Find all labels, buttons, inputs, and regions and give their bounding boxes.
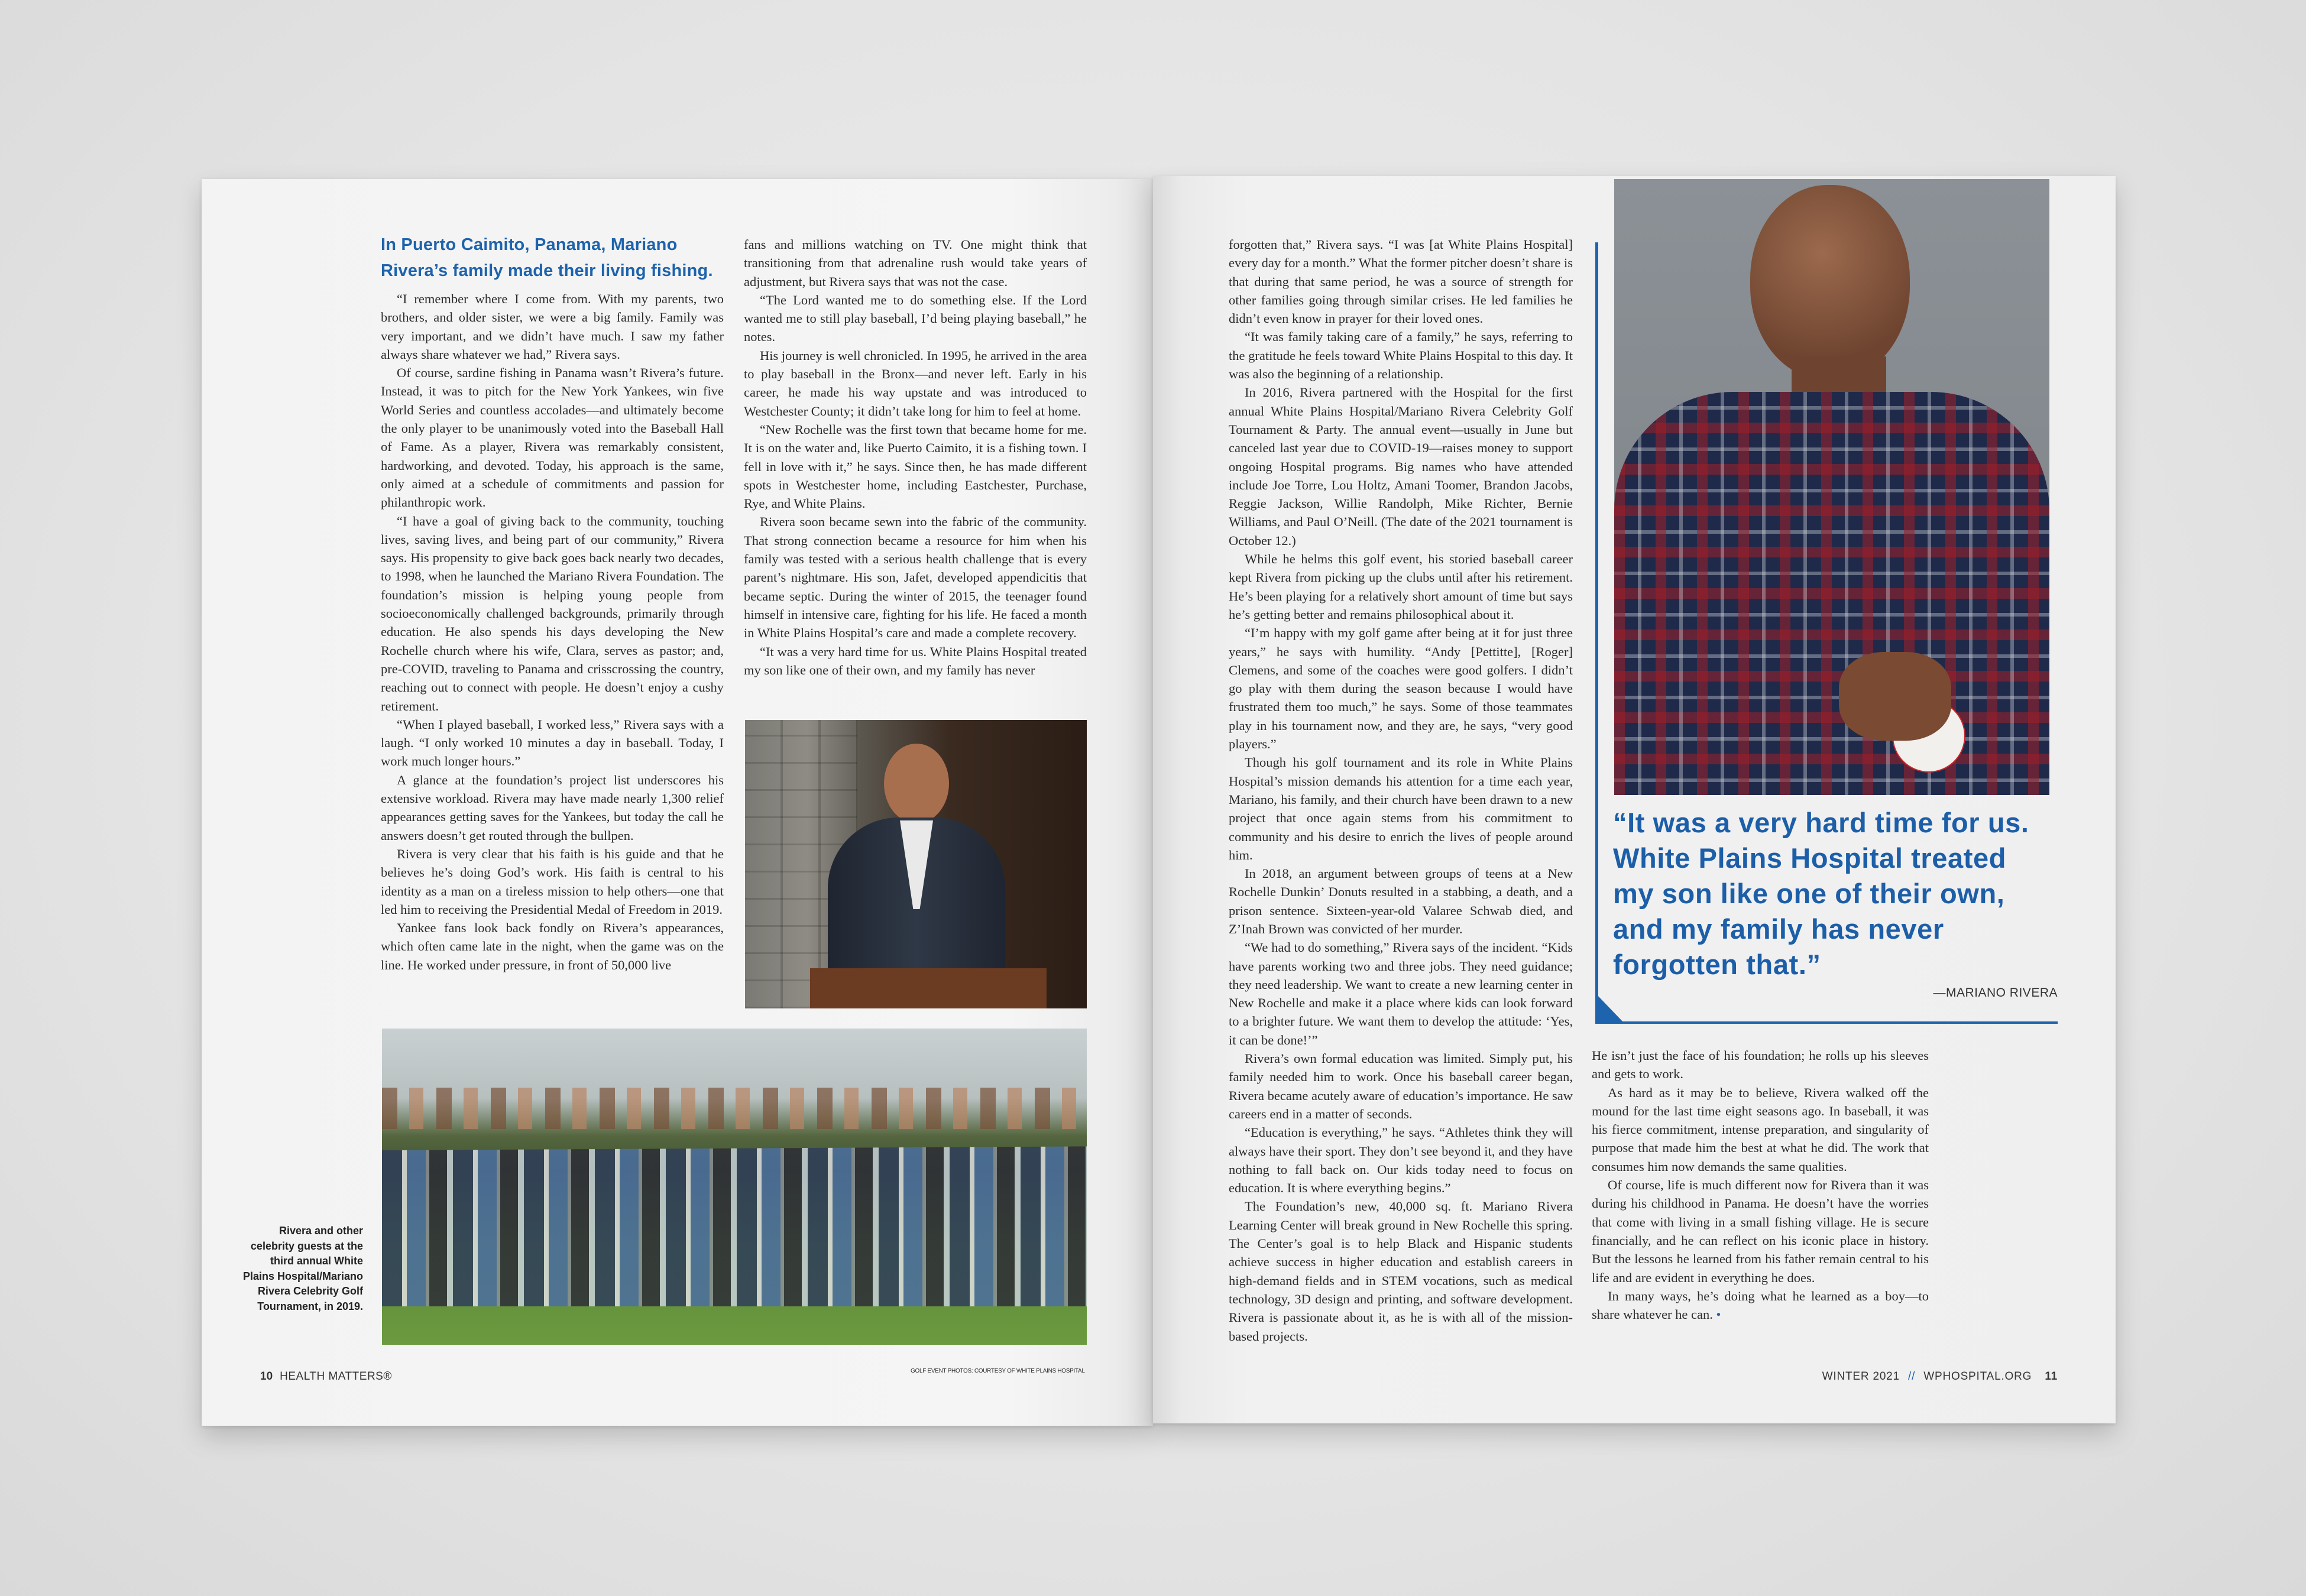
- rivera-speaking-photo: [745, 720, 1087, 1008]
- portrait-head: [1750, 185, 1910, 380]
- article-column-4: [1592, 1046, 1929, 1323]
- paragraph: “I’m happy with my golf game after being at it for just three years,” he says with humility. “Andy [Pettitte], [Roger] Clemens, and some of the coaches were good golfers. I didn’t go play with them during the season because I would have frustrated them too much,” he says. Some of those teammates play in his tournament now, and they are, he says, “very good players.”: [1229, 625, 1573, 752]
- group-of-people: [382, 1111, 1087, 1306]
- paragraph: [1592, 1287, 1929, 1324]
- paragraph: The Foundation’s new, 40,000 sq. ft. Mariano Rivera Learning Center will break ground in New Rochelle this spring. The Center’s goal is to help Black and Hispanic students achieve success in higher education and establish careers in high-demand fields and in STEM vocations, such as medical technology, 3D design and printing, and software development. Rivera is passionate about it, as he is with all of the mission-based projects.: [1229, 1199, 1573, 1344]
- pull-quote-horizontal-rule: [1595, 1021, 2058, 1024]
- article-column-2: [744, 235, 1087, 679]
- paragraph: While he helms this golf event, his storied baseball career kept Rivera from picking up the clubs until after his retirement. He’s been playing for a relatively short amount of time but says he’s getting better and remains philosophical about it.: [1229, 552, 1573, 622]
- paragraph: fans and millions watching on TV. One might think that transitioning from that adrenaline rush would take years of adjustment, but Rivera says that was not the case.: [744, 237, 1087, 289]
- golf-group-photo: [382, 1029, 1087, 1345]
- issue-season: WINTER 2021: [1822, 1370, 1900, 1383]
- photo-credit: GOLF EVENT PHOTOS: COURTESY OF WHITE PLAINS HOSPITAL: [911, 1368, 1085, 1374]
- pull-quote-vertical-rule: [1595, 242, 1598, 1024]
- paragraph: As hard as it may be to believe, Rivera walked off the mound for the last time eight seasons ago. In baseball, it was his fierce commitment, intense preparation, and singularity of purpose that made him the best at what he did. The work that consumes him now demands the same qualities.: [1592, 1085, 1929, 1174]
- paragraph: A glance at the foundation’s project list underscores his extensive workload. Rivera may have made nearly 1,300 relief appearances getting saves for the Yankees, but today the call he answers doesn’t get routed through the bullpen.: [381, 772, 724, 843]
- pull-quote-attribution: —MARIANO RIVERA: [1933, 986, 2058, 1000]
- right-footer: [1822, 1370, 2058, 1383]
- paragraph: “Education is everything,” he says. “Athletes think they will always have their sport. They don’t see beyond it, and they have nothing to fall back on. Our kids today need to focus on education. It is where everything begins.”: [1229, 1125, 1573, 1196]
- paragraph: “I remember where I come from. With my parents, two brothers, and older sister, we were a big family. Family was very important, and we didn’t have much. I saw my father always share whatever we had,” Rivera says.: [381, 291, 724, 362]
- headline-line: In Puerto Caimito, Panama, Mariano: [381, 235, 678, 254]
- article-column-1: [381, 290, 724, 974]
- paragraph: In 2016, Rivera partnered with the Hospital for the first annual White Plains Hospital/Mariano Rivera Celebrity Golf Tournament & Party. The annual event—usually in June but canceled last year due to COVID-19—raises money to support ongoing Hospital programs. Big names who have attended include Joe Torre, Lou Holtz, Amani Toomer, Brandon Jacobs, Reggie Jackson, Willie Randolph, Mike Richter, Bernie Williams, and Paul O’Neill. (The date of the 2021 tournament is October 12.): [1229, 385, 1573, 548]
- paragraph: Of course, life is much different now for Rivera than it was during his childhood in Panama. He doesn’t have the worries that come with living in a small fishing village. He is secure financially, and he can reflect on his iconic place in history. But the lessons he learned from his father remain central to his life and are evident in everything he does.: [1592, 1177, 1929, 1285]
- paragraph: He isn’t just the face of his foundation; he rolls up his sleeves and gets to work.: [1592, 1048, 1929, 1082]
- footer-separator: //: [1908, 1370, 1916, 1383]
- publication-name: HEALTH MATTERS®: [280, 1370, 392, 1383]
- end-mark-icon: •: [1716, 1307, 1721, 1322]
- paragraph: Yankee fans look back fondly on Rivera’s appearances, which often came late in the night, when the game was on the line. He worked under pressure, in front of 50,000 live: [381, 920, 724, 972]
- paragraph: “It was family taking care of a family,” he says, referring to the gratitude he feels toward White Plains Hospital to this day. It was also the beginning of a relationship.: [1229, 329, 1573, 382]
- paragraph: Of course, sardine fishing in Panama wasn’t Rivera’s future. Instead, it was to pitch for the New York Yankees, win five World Series and countless accolades—and ultimately become the only player to be unanimously voted into the Baseball Hall of Fame. As a player, Rivera was remarkably consistent, hardworking, and devoted. Today, his approach is the same, only aimed at a schedule of commitments and passion for philanthropic work.: [381, 365, 724, 510]
- pull-quote-line: forgotten that.”: [1613, 949, 1821, 980]
- pull-quote-line: White Plains Hospital treated: [1613, 842, 2007, 874]
- pull-quote-line: my son like one of their own,: [1613, 878, 2005, 909]
- paragraph: Rivera is very clear that his faith is his guide and that he believes he’s doing God’s work. His faith is central to his identity as a man on a tireless mission to help others—one that led him to receiving the Presidential Medal of Freedom in 2019.: [381, 846, 724, 917]
- paragraph: In 2018, an argument between groups of teens at a New Rochelle Dunkin’ Donuts resulted in a stabbing, a death, and a prison sentence. Sixteen-year-old Valaree Schwab died, and Z’Inah Brown was convicted of her murder.: [1229, 866, 1573, 936]
- page-number: 10: [260, 1370, 273, 1383]
- paragraph: Though his golf tournament and its role in White Plains Hospital’s mission demands his attention for a time each year, Mariano, his family, and their church have been drawn to a new project that once again stems from his commitment to community and his desire to enrich the lives of people around him.: [1229, 755, 1573, 862]
- pull-quote-line: and my family has never: [1613, 913, 1944, 945]
- left-footer: [260, 1370, 392, 1383]
- pull-quote-line: “It was a very hard time for us.: [1613, 807, 2029, 838]
- paragraph: Rivera soon became sewn into the fabric of the community. That strong connection became a resource for him when his family was tested with a serious health challenge that is every parent’s nightmare. His son, Jafet, developed appendicitis that became septic. During the winter of 2015, the teenager found himself in intensive care, fighting for his life. He faced a month in White Plains Hospital’s care and made a complete recovery.: [744, 514, 1087, 641]
- website: WPHOSPITAL.ORG: [1923, 1370, 2032, 1383]
- paragraph: forgotten that,” Rivera says. “I was [at White Plains Hospital] every day for a month.” What the former pitcher doesn’t share is that during that same period, he was a source of strength for other families going through similar crises. He led families he didn’t even know in prayer for their loved ones.: [1229, 237, 1573, 326]
- paragraph: “It was a very hard time for us. White Plains Hospital treated my son like one of their own, and my family has never: [744, 644, 1087, 677]
- paragraph: “We had to do something,” Rivera says of the incident. “Kids have parents working two and three jobs. They need guidance; they need leadership. We want to create a new learning center in New Rochelle and make it a place where kids can look forward to a brighter future. We want them to develop the attitude: ‘Yes, it can be done!’”: [1229, 940, 1573, 1047]
- photo-caption: Rivera and other celebrity guests at the third annual White Plains Hospital/Mariano Rivera Celebrity Golf Tournament, in 2019.: [242, 1225, 363, 1312]
- article-column-3: [1229, 235, 1573, 1345]
- headline-line: Rivera’s family made their living fishing.: [381, 261, 713, 280]
- hand: [1839, 652, 1951, 741]
- paragraph-text: In many ways, he’s doing what he learned as a boy—to share whatever he can.: [1592, 1288, 1929, 1322]
- pull-quote: [1613, 805, 2062, 982]
- speaker-head: [884, 744, 949, 823]
- paragraph: “When I played baseball, I worked less,” Rivera says with a laugh. “I only worked 10 minutes a day in baseball. Today, I work much longer hours.”: [381, 716, 724, 769]
- podium: [810, 968, 1047, 1008]
- rivera-portrait-photo: [1614, 179, 2049, 795]
- plaid-shirt: [1614, 392, 2049, 795]
- paragraph: His journey is well chronicled. In 1995, he arrived in the area to play baseball in the Bronx—and never left. Early in his career, he made his way upstate and was introduced to Westchester County; it didn’t take long for him to feel at home.: [744, 348, 1087, 419]
- paragraph: “I have a goal of giving back to the community, touching lives, saving lives, and being part of our community,” Rivera says. His propensity to give back goes back nearly two decades, to 1998, when he launched the Mariano Rivera Foundation. The foundation’s mission is helping young people from socioeconomically challenged backgrounds, primarily through education. He also spends his days developing the New Rochelle church where his wife, Clara, serves as pastor; and, pre-COVID, traveling to Panama and crisscrossing the country, reaching out to connect with people. He doesn’t enjoy a cushy retirement.: [381, 513, 724, 713]
- section-headline: [381, 232, 759, 284]
- faces-row: [382, 1088, 1087, 1129]
- paragraph: Rivera’s own formal education was limited. Simply put, his family needed him to work. Once his baseball career began, Rivera became acutely aware of education’s importance. He saw careers end in a matter of seconds.: [1229, 1051, 1573, 1121]
- page-number: 11: [2045, 1370, 2058, 1383]
- paragraph: “The Lord wanted me to do something else. If the Lord wanted me to still play baseball, I’d being playing baseball,” he notes.: [744, 292, 1087, 345]
- paragraph: “New Rochelle was the first town that became home for me. It is on the water and, like Puerto Caimito, it is a fishing town. I fell in love with it,” he says. Since then, he has made different spots in Westchester home, including Eastchester, Purchase, Rye, and White Plains.: [744, 421, 1087, 511]
